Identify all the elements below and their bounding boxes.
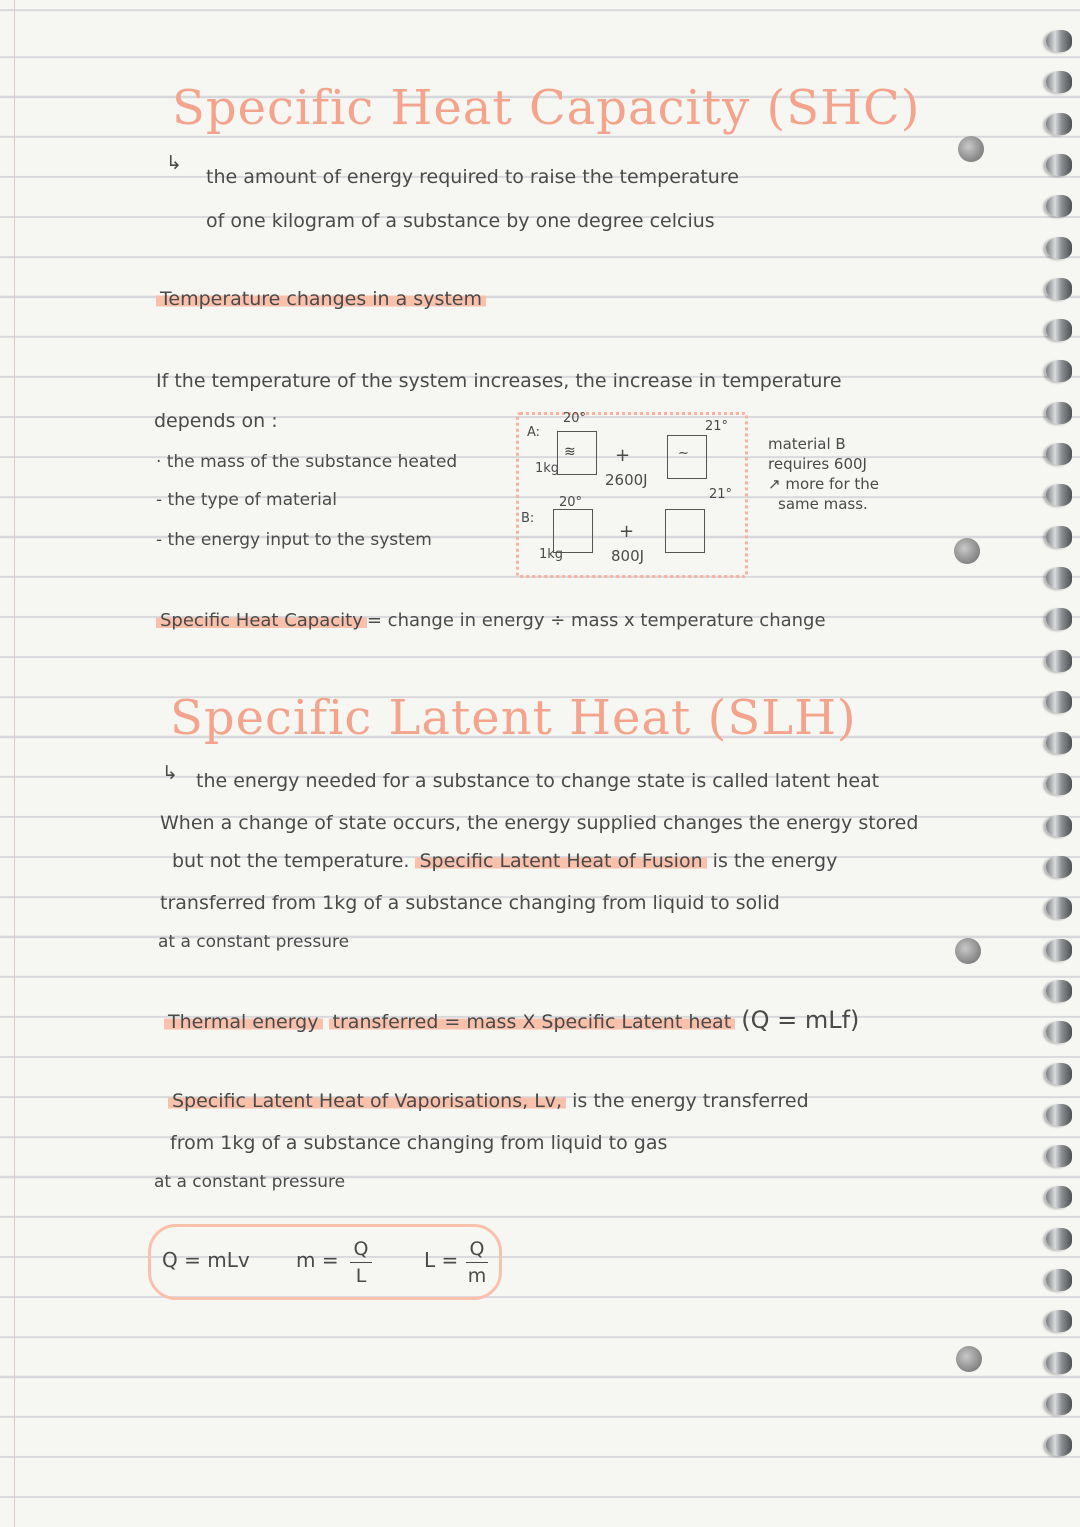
spiral-ring [1046,237,1072,259]
slh-para-line3: but not the temperature. Specific Latent Heat of Fusion is the energy [172,850,838,872]
intro-line2: depends on : [154,410,278,432]
spiral-ring [1046,443,1072,465]
spiral-ring [1046,1434,1072,1456]
punch-hole [954,538,980,564]
spiral-ring [1046,691,1072,713]
spiral-binding [1020,0,1080,1527]
plus-sign: + [615,445,631,466]
equation-l-lhs: L = [424,1248,459,1272]
thermal-energy-formula [164,1006,859,1034]
punch-hole [956,1346,982,1372]
energy-label-a: 2600J [605,471,648,489]
energy-label-b: 800J [611,547,645,565]
spiral-ring [1046,1145,1072,1167]
spiral-ring [1046,1228,1072,1250]
slh-title: Specific Latent Heat (SLH) [170,690,857,746]
bullet-item: - the energy input to the system [156,530,432,550]
equation-m-fraction: Q L [350,1238,372,1287]
slh-para-line4: transferred from 1kg of a substance changing from liquid to solid [160,892,780,914]
spiral-ring [1046,1104,1072,1126]
arrow-icon: ↳ [166,152,182,174]
punch-hole [958,136,984,162]
temp-label: 20° [563,411,587,426]
arrow-icon: ↗ [768,475,781,493]
mass-label: 1kg [539,547,564,562]
spiral-ring [1046,650,1072,672]
beaker-b-end [665,509,705,553]
spiral-ring [1046,402,1072,424]
vap-line1: Specific Latent Heat of Vaporisations, Lv, is the energy transferred [168,1090,809,1112]
shc-title: Specific Heat Capacity (SHC) [172,80,921,136]
vaporisation-highlight: Specific Latent Heat of Vaporisations, Lv, [168,1090,566,1112]
spiral-ring [1046,526,1072,548]
note-line: ↗ more for the [768,475,879,493]
spiral-ring [1046,1186,1072,1208]
spiral-ring [1046,360,1072,382]
spiral-ring [1046,732,1072,754]
equation-m-lhs: m = [296,1248,339,1272]
note-line: requires 600J [768,455,867,473]
thermal-label: Thermal energy [164,1011,323,1033]
spiral-ring [1046,1310,1072,1332]
spiral-ring [1046,1393,1072,1415]
spiral-ring [1046,897,1072,919]
slh-para-line1: the energy needed for a substance to change state is called latent heat [196,770,880,792]
note-line: material B [768,435,846,453]
beaker-a-start [557,431,597,475]
subheading [156,288,486,310]
equation-q: Q = mLv [162,1248,250,1272]
diagram-label-a: A: [527,425,541,440]
vap-line2: from 1kg of a substance changing from liquid to gas [170,1132,668,1154]
margin-line [14,0,15,1527]
beaker-a-end [667,435,707,479]
spiral-ring [1046,30,1072,52]
spiral-ring [1046,278,1072,300]
bullet-item: · the mass of the substance heated [156,452,458,472]
formula-label: Specific Heat Capacity [156,610,367,631]
note-line: same mass. [778,495,868,513]
punch-hole [955,938,981,964]
intro-line1: If the temperature of the system increases, the increase in temperature [156,370,842,392]
spiral-ring [1046,113,1072,135]
bullet-item: - the type of material [156,490,337,510]
vap-line3: at a constant pressure [154,1172,346,1192]
spiral-ring [1046,856,1072,878]
thermal-equation: (Q = mLf) [741,1006,860,1034]
spiral-ring [1046,71,1072,93]
spiral-ring [1046,154,1072,176]
spiral-ring [1046,319,1072,341]
thermal-rhs: transferred = mass X Specific Latent heat [329,1011,736,1033]
slh-para-line2: When a change of state occurs, the energy supplied changes the energy stored [160,812,919,834]
spiral-ring [1046,608,1072,630]
temp-label: 20° [559,495,583,510]
spiral-ring [1046,1352,1072,1374]
water-wave-icon: ≋ [564,444,576,460]
temp-label: 21° [705,419,729,434]
formula-rhs: = change in energy ÷ mass x temperature change [366,610,826,631]
spiral-ring [1046,1021,1072,1043]
spiral-ring [1046,1269,1072,1291]
spiral-ring [1046,815,1072,837]
shc-formula [156,610,826,631]
arrow-icon: ↳ [162,762,178,784]
diagram-label-b: B: [521,511,535,526]
shc-definition-line1: the amount of energy required to raise the temperature [206,166,739,188]
energy-diagram [516,412,748,578]
diagram-note [768,434,879,514]
equation-l-fraction: Q m [467,1238,487,1287]
spiral-ring [1046,567,1072,589]
spiral-ring [1046,939,1072,961]
subheading-text: Temperature changes in a system [156,288,486,310]
plus-sign: + [619,521,635,542]
temp-label: 21° [709,487,733,502]
shc-definition-line2: of one kilogram of a substance by one degree celcius [206,210,715,232]
water-wave-icon: ∼ [678,446,689,461]
fusion-highlight: Specific Latent Heat of Fusion [415,850,706,872]
spiral-ring [1046,773,1072,795]
slh-para-line5: at a constant pressure [158,932,350,952]
spiral-ring [1046,484,1072,506]
spiral-ring [1046,195,1072,217]
spiral-ring [1046,980,1072,1002]
mass-label: 1kg [535,461,560,476]
spiral-ring [1046,1063,1072,1085]
